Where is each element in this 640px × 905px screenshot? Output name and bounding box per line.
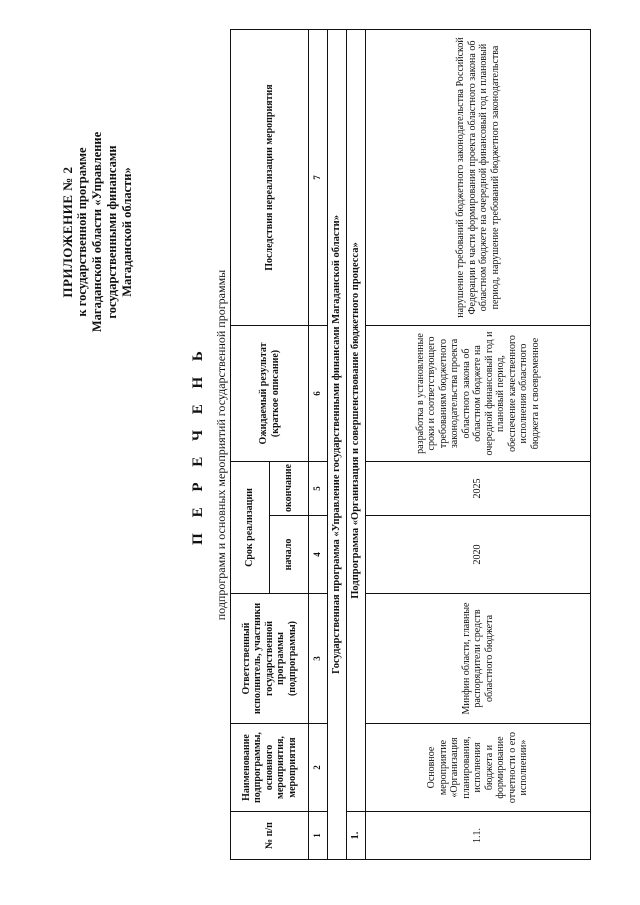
header-end: окончание xyxy=(270,462,309,516)
header-num: № п/п xyxy=(231,812,309,860)
program-title: Государственная программа «Управление государственными финансами Магаданской области» xyxy=(328,30,347,860)
header-name: Наименование подпрограммы, основного мероприятия, мероприятия xyxy=(231,724,309,812)
column-number: 4 xyxy=(309,516,328,594)
program-row xyxy=(328,30,347,860)
column-number: 5 xyxy=(309,462,328,516)
appendix-block xyxy=(60,47,135,417)
column-number: 2 xyxy=(309,724,328,812)
measures-table xyxy=(230,29,591,860)
header-start: начало xyxy=(270,516,309,594)
appendix-line: к государственной программе xyxy=(75,147,89,317)
document-subtitle: подпрограмм и основных мероприятий государственной программы xyxy=(214,269,228,621)
column-number-row xyxy=(309,30,328,860)
row-consequences: нарушение требований бюджетного законодательства Российской Федерации в части формирования проекта областного закона об областном бюджете на очередной финансовый год и плановый период, нарушение требований бюджетного законодательства xyxy=(366,30,591,326)
row-end: 2025 xyxy=(366,462,591,516)
column-number: 6 xyxy=(309,326,328,462)
appendix-line: государственными финансами xyxy=(105,145,119,319)
row-name: Основное мероприятие «Организация планирования, исполнения бюджета и формирование отчетности о его исполнении» xyxy=(366,724,591,812)
row-num: 1.1. xyxy=(366,812,591,860)
appendix-line: Магаданской области» xyxy=(120,167,134,297)
header-executor: Ответственный исполнитель, участники государственной программы (подпрограммы) xyxy=(231,594,309,724)
subprogram-num: 1. xyxy=(347,812,366,860)
table-header-row xyxy=(231,30,270,860)
appendix-line: Магаданской области «Управление xyxy=(90,131,104,333)
header-consequences: Последствия нереализации мероприятия xyxy=(231,30,309,326)
row-result: разработка в установленные сроки и соответствующего требованиям бюджетного законодательства проекта областного закона об областном бюджете на очередной финансовый год и плановый период, обеспечение качественного исполнения областного бюджета и своевременное xyxy=(366,326,591,462)
column-number: 3 xyxy=(309,594,328,724)
header-period: Срок реализации xyxy=(231,462,270,594)
row-executor: Минфин области, главные распорядители средств областного бюджета xyxy=(366,594,591,724)
subprogram-row xyxy=(347,30,366,860)
column-number: 1 xyxy=(309,812,328,860)
document-title: П Е Р Е Ч Е Н Ь xyxy=(190,345,206,545)
header-result: Ожидаемый результат (краткое описание) xyxy=(231,326,309,462)
row-start: 2020 xyxy=(366,516,591,594)
appendix-title: ПРИЛОЖЕНИЕ № 2 xyxy=(60,166,75,298)
column-number: 7 xyxy=(309,30,328,326)
subprogram-title: Подпрограмма «Организация и совершенствование бюджетного процесса» xyxy=(347,30,366,812)
table-row xyxy=(366,30,591,860)
